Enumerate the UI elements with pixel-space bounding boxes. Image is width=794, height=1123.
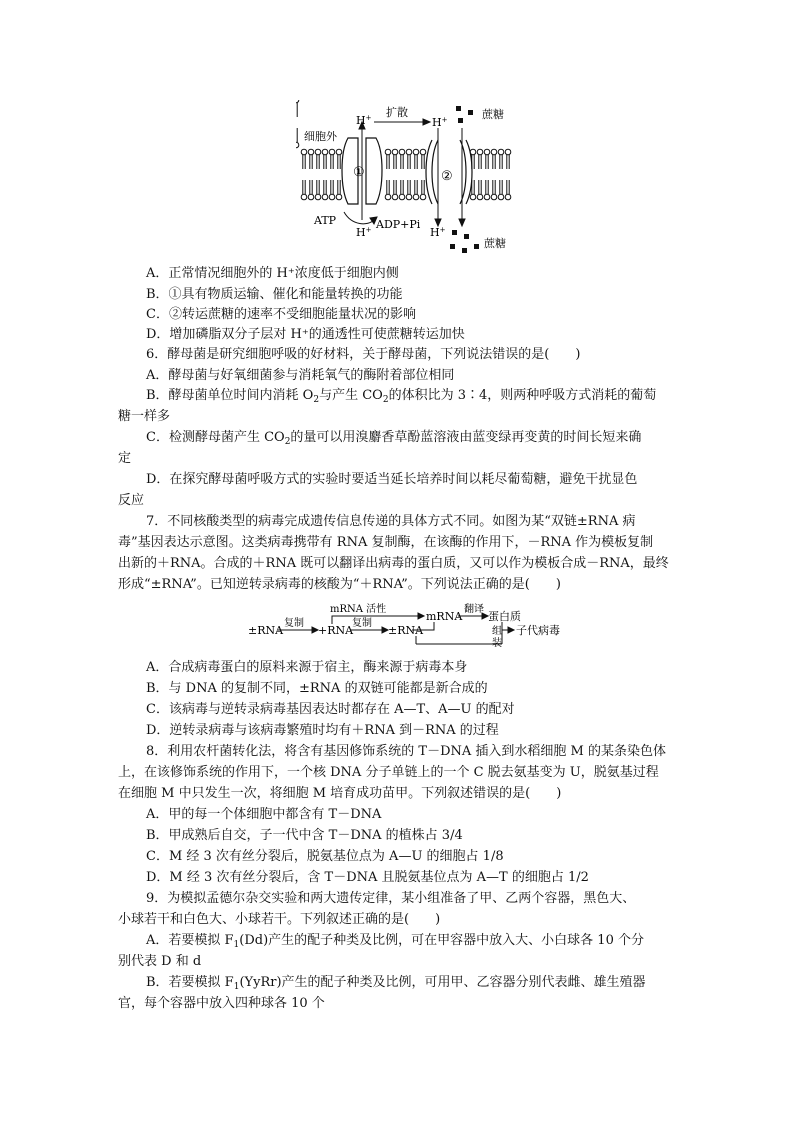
q9-option-b-line2: 官，每个容器中放入四种球各 10 个 (118, 996, 325, 1011)
rna-virus-flow-diagram (248, 600, 568, 652)
q6-option-b-line2: 糖一样多 (118, 409, 171, 424)
q6-option-a: A．酵母菌与好氧细菌参与消耗氧气的酶附着部位相同 (146, 368, 455, 383)
q6-stem: 6．酵母菌是研究细胞呼吸的好材料，关于酵母菌，下列说法错误的是( ) (146, 347, 581, 362)
q5-option-a: A．正常情况细胞外的 H⁺浓度低于细胞内侧 (146, 266, 399, 281)
flow-replicate-2: 复制 (352, 618, 372, 629)
q5-option-c: C．②转运蔗糖的速率不受细胞能量状况的影响 (146, 307, 416, 322)
q6-option-b-line1: B．酵母菌单位时间内消耗 $O_2$与产生 $CO_2$的体积比为 3∶4，则两种呼吸方式消耗的葡萄 (146, 388, 657, 405)
sucrose-bottom-label: 蔗糖 (484, 237, 506, 250)
flow-translate: 翻译 (464, 604, 484, 615)
flow-progeny-virus: 子代病毒 (516, 624, 560, 637)
q7-option-c: C．该病毒与逆转录病毒基因表达时都存在 A—T、A—U 的配对 (146, 702, 515, 717)
q9-stem-line1: 9．为模拟孟德尔杂交实验和两大遗传定律，某小组准备了甲、乙两个容器，黑色大、 (146, 891, 636, 906)
flow-replicate-1: 复制 (284, 618, 304, 629)
flow-mrna-activity: mRNA 活性 (330, 604, 387, 615)
q7-stem-line1: 7．不同核酸类型的病毒完成遗传信息传递的具体方式不同。如图为某“双链±RNA 病 (146, 514, 636, 529)
flow-protein: 蛋白质 (488, 610, 521, 623)
q8-stem-line2: 上，在该修饰系统的作用下，一个核 DNA 分子单链上的一个 C 脱去氨基变为 U，脱氨基过程 (118, 765, 659, 780)
flow-assemble-1: 组 (492, 626, 502, 637)
lipid-bilayer (296, 100, 299, 148)
q7-stem-line2: 毒”基因表达示意图。这类病毒携带有 RNA 复制酶，在该酶的作用下，－RNA 作为模板复制 (118, 535, 654, 550)
q7-option-d: D．逆转录病毒与该病毒繁殖时均有＋RNA 到－RNA 的过程 (146, 723, 499, 738)
flow-pm-rna-end: ±RNA (388, 624, 424, 637)
h-ion-left-bottom: H+ (356, 226, 372, 239)
protein2-label: ② (441, 169, 453, 184)
diffusion-label: 扩散 (386, 106, 408, 119)
flow-plus-rna: +RNA (318, 624, 354, 637)
q6-option-c-line1: C．检测酵母菌产生 $CO_2$的量可以用溴麝香草酚蓝溶液由蓝变绿再变黄的时间长短来确 (146, 430, 642, 447)
q7-option-a: A．合成病毒蛋白的原料来源于宿主，酶来源于病毒本身 (146, 660, 468, 675)
atp-label: ATP (314, 214, 337, 227)
q9-stem-line2: 小球若干和白色大、小球若干。下列叙述正确的是( ) (118, 912, 441, 927)
q7-option-b: B．与 DNA 的复制不同，±RNA 的双链可能都是新合成的 (146, 681, 488, 696)
flow-pm-rna-start: ±RNA (248, 624, 284, 637)
protein1-label: ① (353, 165, 365, 180)
q8-option-c: C．M 经 3 次有丝分裂后，脱氨基位点为 A—U 的细胞占 1/8 (146, 849, 504, 864)
q5-option-b: B．①具有物质运输、催化和能量转换的功能 (146, 287, 403, 302)
q8-option-b: B．甲成熟后自交，子一代中含 T－DNA 的植株占 3/4 (146, 828, 463, 843)
q9-option-a-line2: 别代表 D 和 d (118, 954, 202, 969)
q7-stem-line4: 形成“±RNA”。已知逆转录病毒的核酸为“＋RNA”。下列说法正确的是( ) (118, 577, 561, 592)
q6-option-d-line2: 反应 (118, 493, 145, 508)
flow-assemble-2: 装 (492, 638, 502, 649)
q5-option-d: D．增加磷脂双分子层对 H⁺的通透性可使蔗糖转运加快 (146, 327, 465, 342)
q6-option-c-line2: 定 (118, 451, 132, 466)
h-ion-right-top: H+ (432, 116, 448, 129)
h-ion-right-bottom: H+ (430, 226, 446, 239)
q8-stem-line1: 8．利用农杆菌转化法，将含有基因修饰系统的 T－DNA 插入到水稻细胞 M 的某条染色体 (146, 744, 666, 759)
q9-option-b-line1: B．若要模拟 $F_1(YyRr)$产生的配子种类及比例，可用甲、乙容器分别代表雌、雄生殖器 (146, 975, 646, 992)
h-ion-left-top: H+ (356, 114, 372, 127)
q7-stem-line3: 出新的＋RNA。合成的＋RNA 既可以翻译出病毒的蛋白质，又可以作为模板合成－RNA，最终 (118, 556, 669, 571)
adp-pi-label: ADP+Pi (376, 218, 421, 231)
q8-option-a: A．甲的每一个体细胞中都含有 T－DNA (146, 807, 382, 822)
q9-option-a-line1: A．若要模拟 $F_1(Dd)$产生的配子种类及比例，可在甲容器中放入大、小白球各 10 个分 (146, 933, 644, 950)
q8-option-d: D．M 经 3 次有丝分裂后，含 T－DNA 且脱氨基位点为 A—T 的细胞占 1/2 (146, 870, 589, 885)
sucrose-molecules-bottom (450, 230, 479, 253)
q6-option-d-line1: D．在探究酵母菌呼吸方式的实验时要适当延长培养时间以耗尽葡萄糖，避免干扰显色 (146, 472, 638, 487)
outside-cell-label: 细胞外 (304, 130, 337, 143)
sucrose-top-label: 蔗糖 (482, 108, 504, 121)
flow-mrna: mRNA (426, 610, 463, 623)
sucrose-molecules-top (456, 106, 473, 123)
membrane-transport-figure (296, 100, 516, 262)
q8-stem-line3: 在细胞 M 中只发生一次，将细胞 M 培育成功苗甲。下列叙述错误的是( ) (118, 786, 562, 801)
